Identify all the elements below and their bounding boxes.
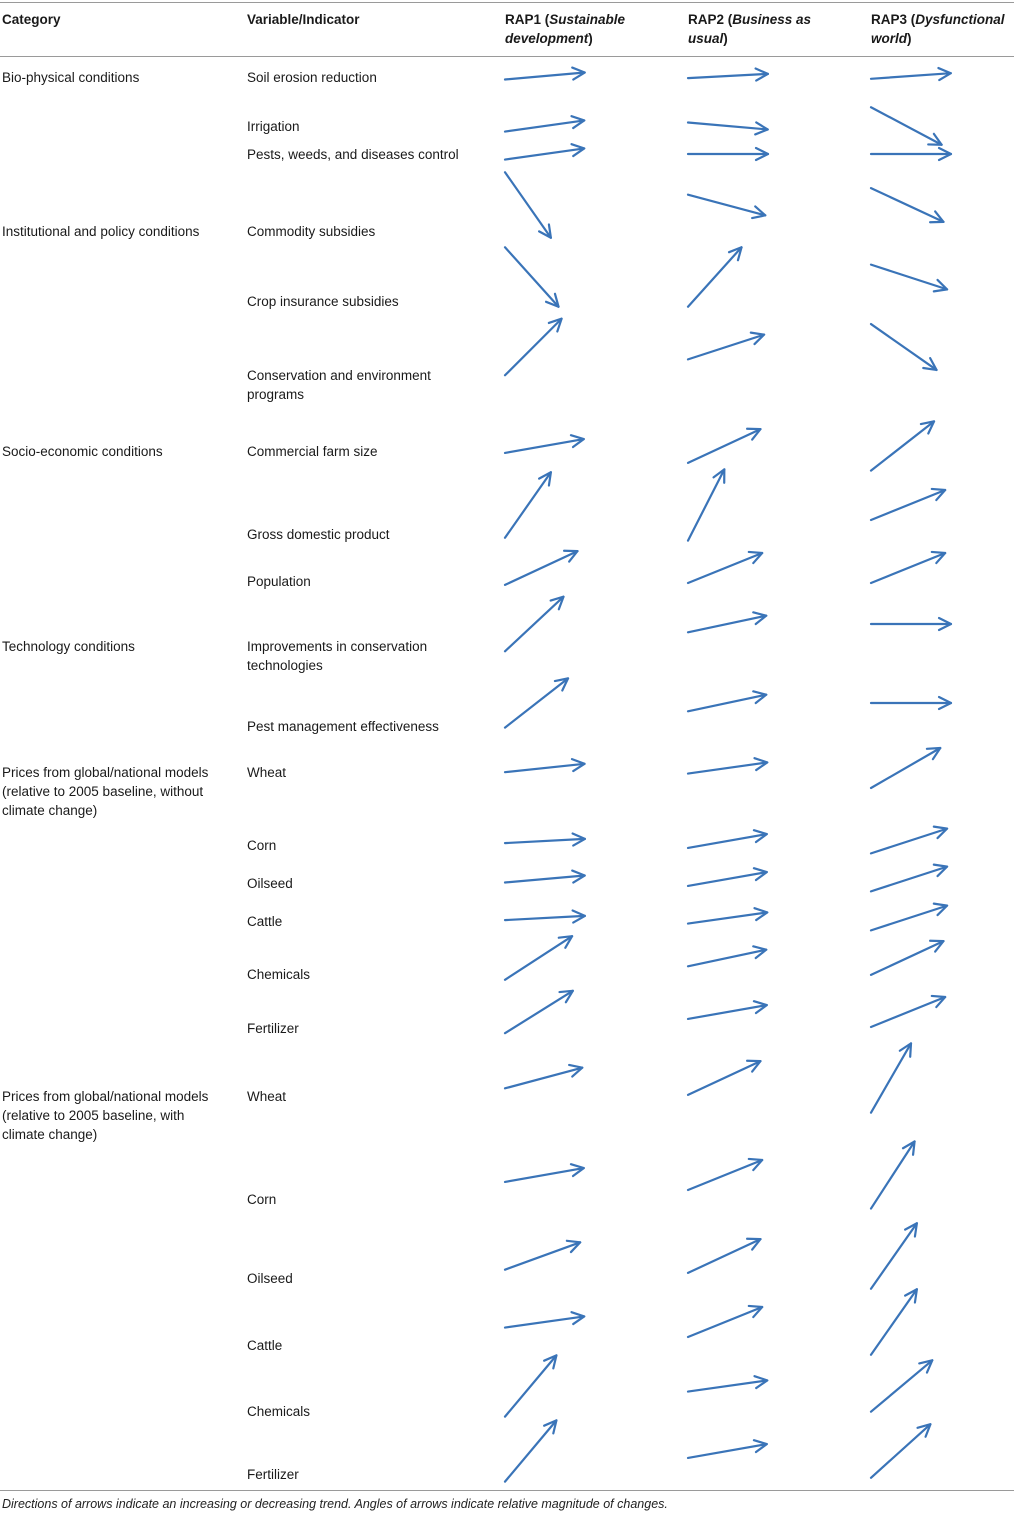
variable-label: Wheat: [247, 1089, 287, 1104]
rap3-trend-arrow-icon: [871, 68, 951, 80]
category-label: Technology conditions: [2, 639, 135, 654]
rap3-trend-arrow-icon: [871, 324, 937, 370]
rap2-trend-arrow-icon: [688, 122, 768, 134]
variable-label: Pest management effectiveness: [247, 719, 439, 734]
table-footnote: Directions of arrows indicate an increasing or decreasing trend. Angles of arrows indicate relative magnitude of changes.: [2, 1497, 668, 1511]
rap1-trend-arrow-icon: [505, 116, 584, 131]
header-rap2: RAP2 (Business as usual): [688, 12, 812, 46]
rap1-trend-arrow-icon: [505, 936, 572, 980]
rap2-trend-arrow-icon: [688, 429, 761, 463]
variable-label: Fertilizer: [247, 1021, 299, 1036]
rap2-trend-arrow-icon: [688, 612, 766, 632]
header-variable: Variable/Indicator: [247, 12, 360, 27]
rap3-trend-arrow-icon: [871, 552, 945, 583]
rap1-trend-arrow-icon: [505, 597, 564, 652]
variable-label: Chemicals: [247, 967, 311, 982]
variable-label: Improvements in conservation technologies: [247, 639, 428, 673]
rap2-trend-arrow-icon: [688, 69, 768, 81]
rap3-trend-arrow-icon: [871, 1289, 917, 1355]
rap3-trend-arrow-icon: [871, 904, 947, 931]
category-label: Socio-economic conditions: [2, 444, 163, 459]
rap1-trend-arrow-icon: [505, 1312, 584, 1327]
rap3-trend-arrow-icon: [871, 996, 945, 1027]
rap1-trend-arrow-icon: [505, 435, 584, 453]
rap3-trend-arrow-icon: [871, 941, 944, 975]
rap3-trend-arrow-icon: [871, 748, 940, 788]
header-rap1: RAP1 (Sustainable development): [505, 12, 626, 46]
rap3-trend-arrow-icon: [871, 1360, 932, 1411]
variable-label: Fertilizer: [247, 1467, 299, 1482]
rap1-trend-arrow-icon: [505, 68, 585, 80]
rap2-trend-arrow-icon: [688, 1376, 767, 1391]
variable-label: Chemicals: [247, 1404, 311, 1419]
rap2-trend-arrow-icon: [688, 1440, 767, 1458]
rap3-trend-arrow-icon: [871, 697, 951, 709]
rap2-trend-arrow-icon: [688, 1306, 762, 1337]
variable-label: Gross domestic product: [247, 527, 390, 542]
rap1-trend-arrow-icon: [505, 991, 573, 1033]
rap2-trend-arrow-icon: [688, 552, 762, 583]
rap3-trend-arrow-icon: [871, 1043, 911, 1112]
rap3-trend-arrow-icon: [871, 265, 947, 292]
bottom-rule: [0, 1490, 1014, 1491]
variable-label: Conservation and environment programs: [247, 368, 431, 402]
header-category: Category: [2, 12, 61, 27]
rap3-trend-arrow-icon: [871, 107, 942, 145]
rap2-trend-arrow-icon: [688, 469, 724, 540]
rap2-trend-arrow-icon: [688, 758, 767, 773]
rap1-trend-arrow-icon: [505, 1241, 580, 1270]
rap3-trend-arrow-icon: [871, 1223, 917, 1289]
variable-label: Pests, weeds, and diseases control: [247, 147, 459, 162]
rap1-trend-arrow-icon: [505, 678, 568, 727]
variable-label: Oilseed: [247, 1271, 293, 1286]
rap3-trend-arrow-icon: [871, 1424, 930, 1478]
rap3-trend-arrow-icon: [871, 148, 951, 160]
rap2-trend-arrow-icon: [688, 1239, 761, 1273]
rap1-trend-arrow-icon: [505, 247, 559, 306]
category-label: Prices from global/national models (relative to 2005 baseline, with climate change): [2, 1089, 209, 1142]
category-label: Prices from global/national models (relative to 2005 baseline, without climate change): [2, 765, 209, 818]
variable-label: Irrigation: [247, 119, 300, 134]
rap2-trend-arrow-icon: [688, 830, 767, 848]
variable-label: Wheat: [247, 765, 287, 780]
variable-label: Commodity subsidies: [247, 224, 376, 239]
rap1-trend-arrow-icon: [505, 1355, 556, 1416]
category-label: Institutional and policy conditions: [2, 224, 200, 239]
rap2-trend-arrow-icon: [688, 1159, 762, 1190]
rap2-trend-arrow-icon: [688, 1061, 761, 1095]
variable-label: Soil erosion reduction: [247, 70, 377, 85]
variable-label: Cattle: [247, 1338, 283, 1353]
rap3-trend-arrow-icon: [871, 618, 951, 630]
variable-label: Corn: [247, 1192, 277, 1207]
rap3-trend-arrow-icon: [871, 188, 944, 222]
rap2-trend-arrow-icon: [688, 195, 765, 218]
rap3-trend-arrow-icon: [871, 1141, 915, 1208]
rap3-trend-arrow-icon: [871, 827, 947, 854]
rap1-trend-arrow-icon: [505, 834, 585, 846]
rap2-trend-arrow-icon: [688, 691, 766, 711]
variable-label: Population: [247, 574, 311, 589]
rap1-trend-arrow-icon: [505, 319, 562, 376]
rap2-trend-arrow-icon: [688, 333, 764, 360]
rap2-trend-arrow-icon: [688, 946, 766, 966]
header-rap3: RAP3 (Dysfunctional world): [871, 12, 1005, 46]
rap1-trend-arrow-icon: [505, 551, 578, 585]
rap2-trend-arrow-icon: [688, 1001, 767, 1019]
rap2-trend-arrow-icon: [688, 908, 767, 923]
category-label: Bio-physical conditions: [2, 70, 140, 85]
variable-label: Oilseed: [247, 876, 293, 891]
rap1-trend-arrow-icon: [505, 472, 551, 538]
rap2-trend-arrow-icon: [688, 148, 768, 160]
rap3-trend-arrow-icon: [871, 421, 934, 470]
rap1-trend-arrow-icon: [505, 1065, 582, 1088]
variable-label: Commercial farm size: [247, 444, 378, 459]
rap1-trend-arrow-icon: [505, 911, 585, 923]
rap1-trend-arrow-icon: [505, 1420, 556, 1481]
rap1-trend-arrow-icon: [505, 1164, 584, 1182]
rap3-trend-arrow-icon: [871, 865, 947, 892]
rap3-trend-arrow-icon: [871, 489, 945, 520]
variable-label: Crop insurance subsidies: [247, 294, 399, 309]
variable-label: Cattle: [247, 914, 283, 929]
rap2-trend-arrow-icon: [688, 247, 742, 306]
rap1-trend-arrow-icon: [505, 759, 585, 772]
rap2-trend-arrow-icon: [688, 868, 767, 886]
rap1-trend-arrow-icon: [505, 172, 551, 238]
rap1-trend-arrow-icon: [505, 144, 584, 159]
rap1-trend-arrow-icon: [505, 871, 585, 883]
variable-label: Corn: [247, 838, 277, 853]
